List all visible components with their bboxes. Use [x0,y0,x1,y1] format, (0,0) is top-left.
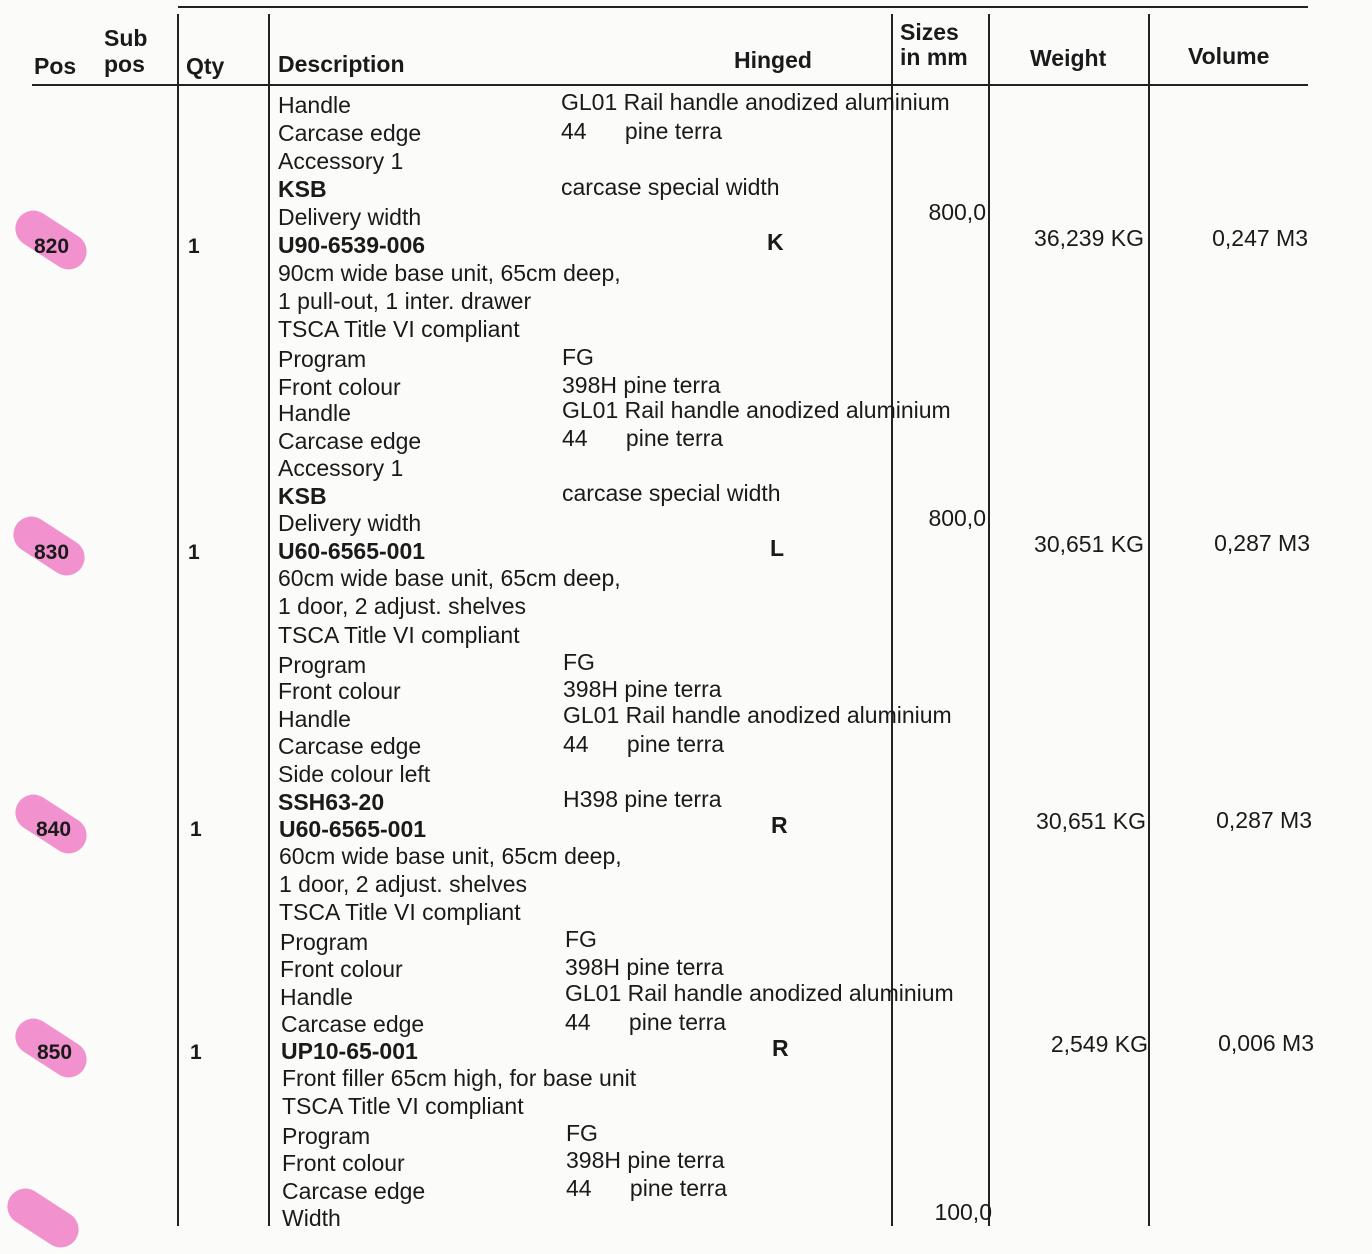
attr-label: SSH63-20 [278,789,385,815]
item-description: 1 door, 2 adjust. shelves [279,871,528,897]
item-weight: 30,651 KG [1034,531,1144,557]
header-description: Description [278,51,405,77]
item-hinged: R [771,812,788,838]
attr-label: Width [282,1205,341,1231]
attr-label: Accessory 1 [278,148,404,174]
header-sizes-unit: in mm [900,44,968,70]
attr-value: FG [563,649,595,675]
header-sizes: Sizes [900,19,959,45]
item-description: TSCA Title VI compliant [282,1093,524,1119]
item-code: U60-6565-001 [279,816,427,842]
header-pos: Pos [34,53,77,79]
column-divider [268,14,270,1226]
attr-value: H398 pine terra [563,786,722,812]
item-description: 1 pull-out, 1 inter. drawer [278,288,532,314]
attr-value: FG [562,344,594,370]
header-volume: Volume [1188,43,1270,69]
attr-label: Front colour [278,374,401,400]
attr-value: 398H pine terra [562,372,721,398]
header-sub: Sub [104,25,148,51]
header-subpos: pos [104,51,145,77]
attr-label: KSB [278,483,327,509]
column-divider [1148,14,1150,1226]
attr-value: FG [565,926,597,952]
item-qty: 1 [188,541,200,564]
item-description: TSCA Title VI compliant [278,316,520,342]
attr-value: 398H pine terra [566,1147,725,1173]
item-size: 800,0 [928,199,986,225]
item-code: U90-6539-006 [278,232,426,258]
attr-value: 398H pine terra [565,954,724,980]
attr-value: 44 pine terra [566,1175,728,1201]
item-volume: 0,287 M3 [1216,807,1312,833]
item-pos: 840 [36,818,72,841]
attr-label: Carcase edge [281,1011,425,1037]
attr-label: Carcase edge [278,428,422,454]
attr-label: Program [280,929,369,955]
item-weight: 2,549 KG [1050,1031,1148,1057]
header-hinged: Hinged [734,47,812,73]
attr-value: 398H pine terra [563,676,722,702]
attr-label: Carcase edge [282,1178,426,1204]
attr-label: KSB [278,176,327,202]
attr-label: Carcase edge [278,120,422,146]
item-hinged: L [770,535,785,561]
column-divider [177,14,179,1226]
item-volume: 0,287 M3 [1214,530,1310,556]
attr-value: FG [566,1120,598,1146]
attr-value: 44 pine terra [565,1009,727,1035]
attr-value: carcase special width [562,480,781,506]
attr-label: Carcase edge [278,733,422,759]
item-volume: 0,006 M3 [1218,1030,1314,1056]
attr-label: Front colour [282,1150,405,1176]
attr-label: Delivery width [278,204,422,230]
attr-value: carcase special width [561,174,780,200]
item-code: UP10-65-001 [281,1038,418,1064]
attr-label: Handle [278,706,351,732]
attr-label: Side colour left [278,761,431,787]
item-volume: 0,247 M3 [1212,225,1308,251]
item-description: TSCA Title VI compliant [278,622,520,648]
highlight-mark [0,1182,85,1254]
item-pos: 830 [34,541,70,564]
attr-label: Program [282,1123,371,1149]
item-description: 1 door, 2 adjust. shelves [278,593,527,619]
item-hinged: K [767,229,784,255]
item-weight: 30,651 KG [1036,808,1146,834]
item-size: 800,0 [928,505,986,531]
item-description: Front filler 65cm high, for base unit [282,1065,637,1091]
header-top-rule [178,6,1308,8]
item-qty: 1 [190,818,202,841]
attr-value: 44 pine terra [562,425,724,451]
attr-value: GL01 Rail handle anodized aluminium [563,702,952,728]
item-pos: 820 [34,235,70,258]
item-qty: 1 [188,235,200,258]
attr-label: Handle [278,400,351,426]
item-description: TSCA Title VI compliant [279,899,521,925]
attr-label: Delivery width [278,510,422,536]
item-description: 90cm wide base unit, 65cm deep, [278,260,621,286]
header-weight: Weight [1030,45,1107,71]
attr-value: 44 pine terra [563,731,725,757]
item-hinged: R [772,1035,789,1061]
attr-label: Accessory 1 [278,455,404,481]
item-description: 60cm wide base unit, 65cm deep, [278,565,621,591]
attr-label: Front colour [280,956,403,982]
attr-label: Program [278,652,367,678]
attr-value: GL01 Rail handle anodized aluminium [561,89,950,115]
attr-label: Handle [280,984,353,1010]
column-divider [988,14,990,1226]
attr-value: GL01 Rail handle anodized aluminium [562,397,951,423]
attr-label: Front colour [278,678,401,704]
header-qty: Qty [186,53,225,79]
attr-label: Program [278,346,367,372]
item-size: 100,0 [934,1199,992,1225]
item-pos: 850 [37,1041,73,1064]
column-divider [891,14,893,1226]
item-code: U60-6565-001 [278,538,426,564]
attr-value: 44 pine terra [561,118,723,144]
attr-value: GL01 Rail handle anodized aluminium [565,980,954,1006]
item-weight: 36,239 KG [1034,225,1144,251]
attr-label: Handle [278,92,351,118]
item-description: 60cm wide base unit, 65cm deep, [279,843,622,869]
header-bottom-rule [32,84,1308,86]
item-qty: 1 [190,1041,202,1064]
